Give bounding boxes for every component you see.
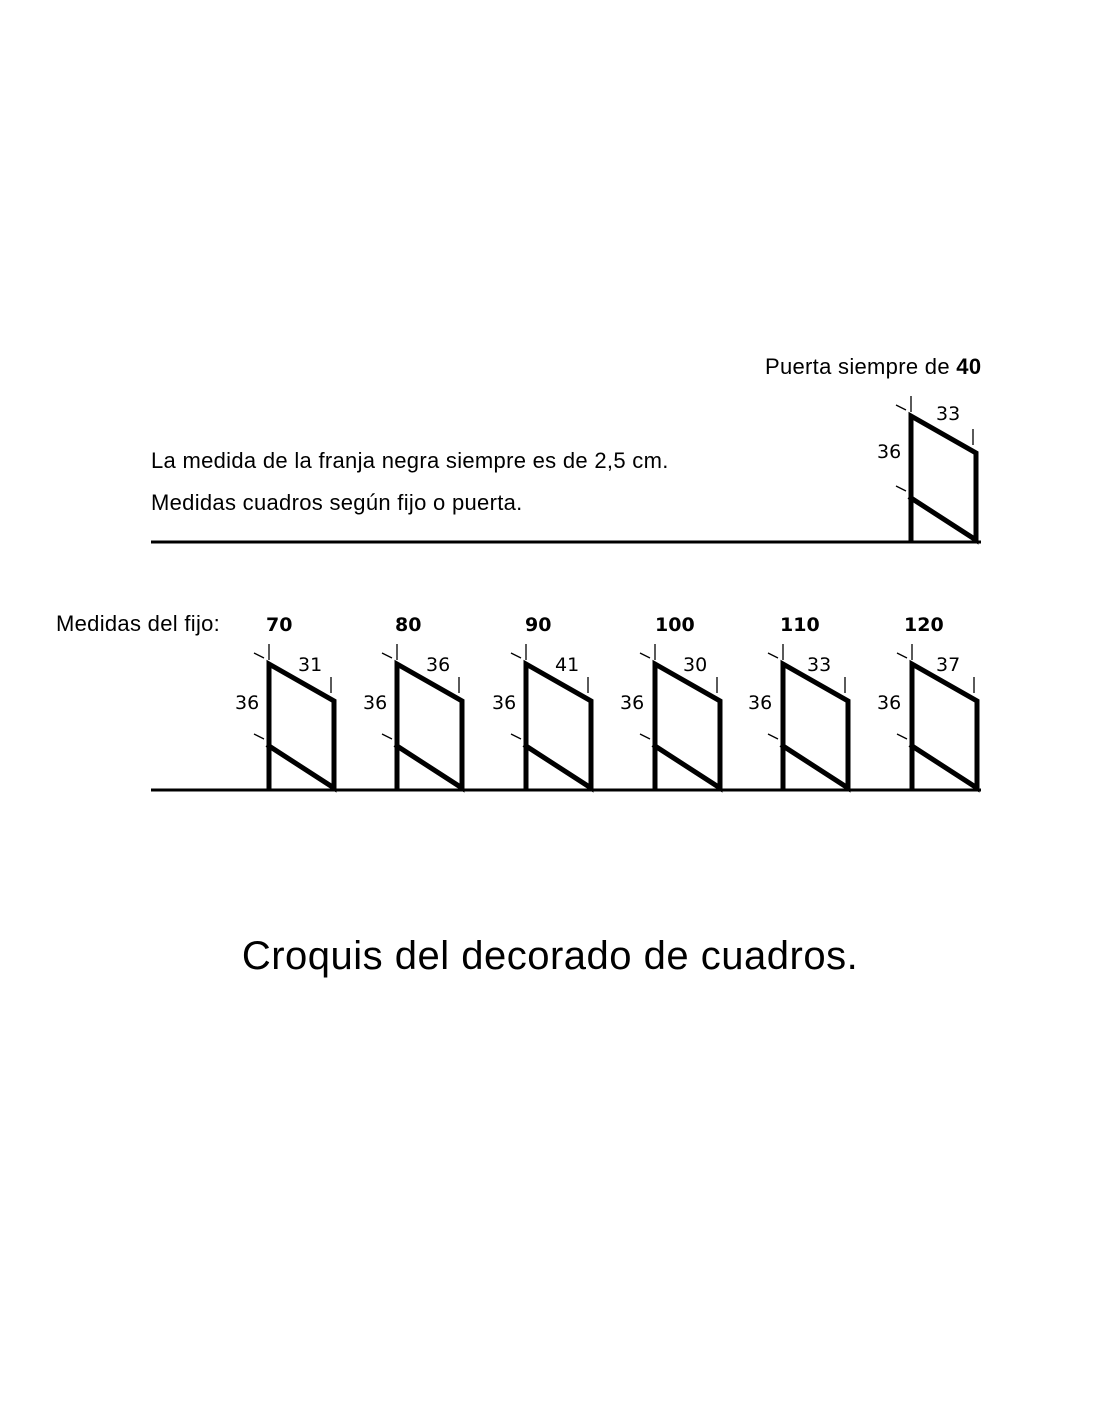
fixed-frame-3-tick-slant-top xyxy=(511,653,521,658)
fixed-frame-2-tick-slant-top xyxy=(382,653,392,658)
fixed-frame-4-tick-slant-top xyxy=(640,653,650,658)
fixed-70-height-label: 36 xyxy=(235,692,260,714)
fixed-90-width-label: 41 xyxy=(555,654,580,676)
fixed-frame-6-tick-slant-mid xyxy=(897,734,907,739)
fixed-110-width-label: 33 xyxy=(807,654,832,676)
fixed-size-90: 90 xyxy=(525,614,552,636)
door-width-label: 33 xyxy=(936,403,961,425)
fixed-90-height-label: 36 xyxy=(492,692,517,714)
door-caption-value: 40 xyxy=(956,354,982,379)
fixed-110-height-label: 36 xyxy=(748,692,773,714)
fixed-size-120: 120 xyxy=(904,614,944,636)
fixed-size-70: 70 xyxy=(266,614,293,636)
fixed-80-height-label: 36 xyxy=(363,692,388,714)
door-frame-outline xyxy=(911,416,976,540)
fixed-sizes-label: Medidas del fijo: xyxy=(56,611,221,636)
fixed-80-width-label: 36 xyxy=(426,654,451,676)
fixed-size-80: 80 xyxy=(395,614,422,636)
note-stripe-width: La medida de la franja negra siempre es de 2,5 cm. xyxy=(151,448,669,473)
fixed-100-height-label: 36 xyxy=(620,692,645,714)
door-caption xyxy=(765,354,981,380)
door-frame-tick-slant-mid xyxy=(896,486,906,491)
fixed-frame-5-tick-slant-mid xyxy=(768,734,778,739)
page-title: Croquis del decorado de cuadros. xyxy=(241,934,859,978)
door-caption-text: Puerta siempre de xyxy=(765,354,957,379)
fixed-100-width-label: 30 xyxy=(683,654,708,676)
fixed-frame-6-outline xyxy=(912,664,977,788)
fixed-frame-4-tick-slant-mid xyxy=(640,734,650,739)
fixed-frame-6-tick-slant-top xyxy=(897,653,907,658)
door-frame-tick-slant-top xyxy=(896,405,906,410)
note-sizes: Medidas cuadros según fijo o puerta. xyxy=(151,490,523,515)
fixed-frame-2-tick-slant-mid xyxy=(382,734,392,739)
fixed-frame-1-outline xyxy=(269,664,334,788)
door-height-label: 36 xyxy=(877,441,902,463)
fixed-70-width-label: 31 xyxy=(298,654,323,676)
fixed-size-100: 100 xyxy=(655,614,695,636)
fixed-size-110: 110 xyxy=(780,614,820,636)
fixed-120-width-label: 37 xyxy=(936,654,961,676)
fixed-frame-3-tick-slant-mid xyxy=(511,734,521,739)
fixed-frame-1-tick-slant-top xyxy=(254,653,264,658)
fixed-frame-5-outline xyxy=(783,664,848,788)
fixed-frame-3-outline xyxy=(526,664,591,788)
fixed-120-height-label: 36 xyxy=(877,692,902,714)
fixed-frame-2-outline xyxy=(397,664,462,788)
fixed-frame-4-outline xyxy=(655,664,720,788)
fixed-frame-1-tick-slant-mid xyxy=(254,734,264,739)
fixed-frame-5-tick-slant-top xyxy=(768,653,778,658)
